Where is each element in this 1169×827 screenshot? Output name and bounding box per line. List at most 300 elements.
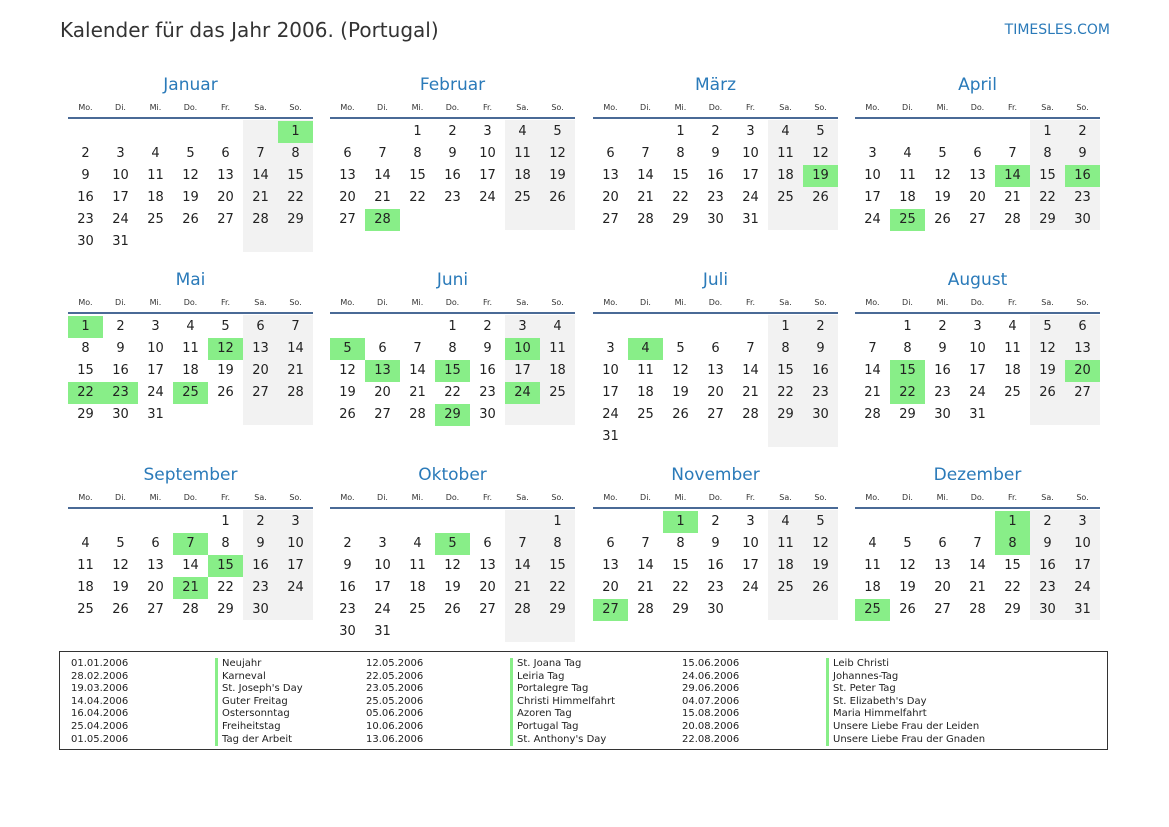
- weekday-label: Di.: [115, 298, 126, 307]
- header-rule: [593, 117, 838, 119]
- day: 12: [112, 558, 129, 573]
- weekday-label: Do.: [183, 298, 198, 307]
- day: 29: [1004, 602, 1021, 617]
- holiday-day: 8: [995, 533, 1030, 555]
- day: 30: [1039, 602, 1056, 617]
- day: 25: [77, 602, 94, 617]
- day: 29: [549, 602, 566, 617]
- day: 12: [672, 363, 689, 378]
- day: 14: [637, 168, 654, 183]
- weekday-label: Sa.: [254, 103, 267, 112]
- holiday-day: 25: [855, 599, 890, 621]
- day: 12: [812, 536, 829, 551]
- day: 14: [742, 363, 759, 378]
- day: 19: [672, 385, 689, 400]
- day: 13: [602, 168, 619, 183]
- day: 12: [1039, 341, 1056, 356]
- day: 3: [483, 124, 492, 139]
- day: 19: [549, 168, 566, 183]
- holiday-name: Guter Freitag: [215, 696, 288, 709]
- month-name: Mai: [175, 270, 206, 290]
- weekday-label: Mo.: [78, 103, 93, 112]
- holiday-name: Portugal Tag: [510, 721, 579, 734]
- holiday-date: 28.02.2006: [71, 670, 129, 682]
- day: 7: [518, 536, 527, 551]
- day: 13: [707, 363, 724, 378]
- day: 25: [147, 212, 164, 227]
- holiday-day: 27: [593, 599, 628, 621]
- day: 17: [864, 190, 881, 205]
- day: 25: [409, 602, 426, 617]
- holiday-name: Maria Himmelfahrt: [826, 708, 927, 721]
- day: 30: [1074, 212, 1091, 227]
- day: 26: [1039, 385, 1056, 400]
- day: 10: [112, 168, 129, 183]
- day: 9: [1078, 146, 1087, 161]
- weekday-label: Fr.: [220, 298, 231, 307]
- holiday-day: 19: [803, 165, 838, 187]
- day: 5: [938, 146, 947, 161]
- day: 23: [339, 602, 356, 617]
- day: 17: [969, 363, 986, 378]
- day: 12: [934, 168, 951, 183]
- day: 10: [969, 341, 986, 356]
- day: 1: [553, 514, 562, 529]
- day: 4: [151, 146, 160, 161]
- day: 1: [903, 319, 912, 334]
- day: 4: [553, 319, 562, 334]
- holiday-list: [59, 651, 1108, 750]
- day: 15: [777, 363, 794, 378]
- holiday-date: 01.05.2006: [71, 733, 129, 745]
- holiday-day: 23: [103, 382, 138, 404]
- day: 21: [252, 190, 269, 205]
- day: 6: [221, 146, 230, 161]
- header-rule: [330, 117, 575, 119]
- day: 29: [1039, 212, 1056, 227]
- holiday-day: 10: [505, 338, 540, 360]
- day: 20: [339, 190, 356, 205]
- day: 9: [483, 341, 492, 356]
- month-name: Januar: [163, 75, 218, 95]
- day: 24: [969, 385, 986, 400]
- holiday-day: 29: [435, 404, 470, 426]
- holiday-day: 22: [68, 382, 103, 404]
- day: 17: [147, 363, 164, 378]
- day: 23: [934, 385, 951, 400]
- weekday-label: Sa.: [779, 493, 792, 502]
- day: 7: [973, 536, 982, 551]
- day: 10: [479, 146, 496, 161]
- holiday-date: 01.01.2006: [71, 658, 129, 669]
- day: 26: [812, 580, 829, 595]
- day: 27: [969, 212, 986, 227]
- weekday-label: Di.: [640, 493, 651, 502]
- weekday-label: Sa.: [254, 493, 267, 502]
- day: 25: [1004, 385, 1021, 400]
- day: 18: [637, 385, 654, 400]
- weekday-label: So.: [551, 103, 564, 112]
- day: 25: [549, 385, 566, 400]
- day: 17: [1074, 558, 1091, 573]
- weekday-label: Sa.: [1041, 493, 1054, 502]
- day: 23: [707, 190, 724, 205]
- day: 18: [182, 363, 199, 378]
- weekday-label: Fr.: [1007, 103, 1018, 112]
- day: 20: [602, 190, 619, 205]
- weekday-label: Fr.: [220, 103, 231, 112]
- header-rule: [68, 507, 313, 509]
- day: 20: [147, 580, 164, 595]
- weekday-label: Fr.: [1007, 493, 1018, 502]
- month-name: Oktober: [418, 465, 487, 485]
- day: 13: [969, 168, 986, 183]
- holiday-date: 15.08.2006: [682, 708, 740, 720]
- day: 28: [864, 407, 881, 422]
- day: 31: [969, 407, 986, 422]
- day: 1: [781, 319, 790, 334]
- weekday-label: Mi.: [149, 493, 162, 502]
- day: 10: [374, 558, 391, 573]
- day: 22: [409, 190, 426, 205]
- day: 3: [606, 341, 615, 356]
- day: 5: [116, 536, 125, 551]
- weekday-label: So.: [1076, 298, 1089, 307]
- weekday-label: Sa.: [779, 298, 792, 307]
- day: 7: [413, 341, 422, 356]
- weekday-label: Mo.: [865, 493, 880, 502]
- day: 17: [514, 363, 531, 378]
- header-rule: [593, 312, 838, 314]
- day: 26: [112, 602, 129, 617]
- day: 11: [1004, 341, 1021, 356]
- day: 4: [903, 146, 912, 161]
- weekday-label: Sa.: [516, 103, 529, 112]
- month-name: September: [143, 465, 238, 485]
- day: 23: [479, 385, 496, 400]
- day: 11: [864, 558, 881, 573]
- day: 30: [479, 407, 496, 422]
- holiday-day: 15: [890, 360, 925, 382]
- day: 3: [746, 124, 755, 139]
- day: 13: [217, 168, 234, 183]
- day: 8: [676, 536, 685, 551]
- holiday-name: Ostersonntag: [215, 708, 290, 721]
- weekday-label: Mo.: [340, 103, 355, 112]
- day: 26: [444, 602, 461, 617]
- holiday-name: St. Joseph's Day: [215, 683, 303, 696]
- weekday-label: Mo.: [78, 298, 93, 307]
- weekday-label: Mo.: [78, 493, 93, 502]
- day: 2: [343, 536, 352, 551]
- weekday-label: Di.: [377, 298, 388, 307]
- day: 3: [518, 319, 527, 334]
- day: 16: [812, 363, 829, 378]
- weekday-label: Sa.: [779, 103, 792, 112]
- holiday-day: 28: [365, 209, 400, 231]
- day: 25: [514, 190, 531, 205]
- day: 24: [479, 190, 496, 205]
- day: 9: [448, 146, 457, 161]
- holiday-date: 20.08.2006: [682, 721, 740, 732]
- day: 17: [742, 168, 759, 183]
- day: 23: [707, 580, 724, 595]
- day: 17: [287, 558, 304, 573]
- day: 22: [672, 580, 689, 595]
- holiday-day: 13: [365, 360, 400, 382]
- day: 19: [1039, 363, 1056, 378]
- day: 6: [973, 146, 982, 161]
- day: 8: [903, 341, 912, 356]
- day: 29: [672, 602, 689, 617]
- holiday-day: 1: [663, 511, 698, 533]
- day: 27: [1074, 385, 1091, 400]
- day: 16: [252, 558, 269, 573]
- holiday-date: 15.06.2006: [682, 658, 740, 669]
- weekday-label: So.: [289, 493, 302, 502]
- day: 18: [864, 580, 881, 595]
- weekday-label: Mi.: [936, 298, 949, 307]
- weekday-label: Di.: [115, 103, 126, 112]
- day: 24: [147, 385, 164, 400]
- holiday-date: 25.05.2006: [366, 695, 424, 707]
- day: 13: [934, 558, 951, 573]
- day: 15: [77, 363, 94, 378]
- holiday-name: Karneval: [215, 671, 266, 684]
- day: 3: [151, 319, 160, 334]
- day: 7: [256, 146, 265, 161]
- day: 19: [182, 190, 199, 205]
- day: 4: [868, 536, 877, 551]
- day: 6: [256, 319, 265, 334]
- day: 24: [864, 212, 881, 227]
- day: 27: [602, 212, 619, 227]
- weekday-label: So.: [289, 298, 302, 307]
- day: 4: [1008, 319, 1017, 334]
- weekday-label: Mo.: [603, 493, 618, 502]
- weekday-label: Do.: [970, 103, 985, 112]
- day: 23: [252, 580, 269, 595]
- day: 26: [934, 212, 951, 227]
- weekday-label: Mi.: [674, 493, 687, 502]
- day: 13: [479, 558, 496, 573]
- site-link[interactable]: TIMESLES.COM: [1004, 22, 1110, 38]
- day: 18: [1004, 363, 1021, 378]
- weekday-label: Do.: [183, 103, 198, 112]
- day: 2: [711, 124, 720, 139]
- weekday-label: Do.: [708, 493, 723, 502]
- day: 17: [742, 558, 759, 573]
- day: 5: [1043, 319, 1052, 334]
- day: 5: [221, 319, 230, 334]
- day: 31: [742, 212, 759, 227]
- month-name: Juni: [436, 270, 469, 290]
- day: 4: [781, 514, 790, 529]
- month-name: Dezember: [933, 465, 1022, 485]
- day: 8: [676, 146, 685, 161]
- day: 10: [1074, 536, 1091, 551]
- day: 21: [514, 580, 531, 595]
- holiday-day: 22: [890, 382, 925, 404]
- weekday-label: Mi.: [411, 493, 424, 502]
- weekday-label: Di.: [640, 103, 651, 112]
- header-rule: [855, 312, 1100, 314]
- day: 14: [252, 168, 269, 183]
- day: 5: [676, 341, 685, 356]
- day: 13: [147, 558, 164, 573]
- day: 16: [479, 363, 496, 378]
- holiday-name: Freiheitstag: [215, 721, 281, 734]
- day: 23: [1074, 190, 1091, 205]
- day: 28: [287, 385, 304, 400]
- day: 12: [549, 146, 566, 161]
- holiday-date: 29.06.2006: [682, 683, 740, 695]
- day: 13: [1074, 341, 1091, 356]
- weekday-label: Mi.: [674, 298, 687, 307]
- day: 19: [217, 363, 234, 378]
- day: 31: [602, 429, 619, 444]
- weekday-label: So.: [551, 298, 564, 307]
- day: 24: [374, 602, 391, 617]
- day: 29: [672, 212, 689, 227]
- holiday-name: Tag der Arbeit: [215, 734, 292, 747]
- day: 7: [641, 536, 650, 551]
- holiday-name: Leib Christi: [826, 658, 889, 671]
- day: 24: [112, 212, 129, 227]
- holiday-name: Portalegre Tag: [510, 683, 588, 696]
- day: 9: [816, 341, 825, 356]
- weekday-label: Sa.: [1041, 103, 1054, 112]
- day: 1: [1043, 124, 1052, 139]
- holiday-day: 5: [435, 533, 470, 555]
- day: 2: [938, 319, 947, 334]
- holiday-day: 14: [995, 165, 1030, 187]
- holiday-name: Johannes-Tag: [826, 671, 898, 684]
- weekday-label: Do.: [445, 493, 460, 502]
- holiday-day: 24: [505, 382, 540, 404]
- day: 22: [444, 385, 461, 400]
- day: 29: [777, 407, 794, 422]
- day: 22: [1039, 190, 1056, 205]
- day: 2: [816, 319, 825, 334]
- holiday-date: 14.04.2006: [71, 695, 129, 707]
- day: 27: [217, 212, 234, 227]
- day: 24: [287, 580, 304, 595]
- day: 24: [742, 190, 759, 205]
- day: 21: [409, 385, 426, 400]
- day: 14: [864, 363, 881, 378]
- day: 20: [934, 580, 951, 595]
- day: 18: [549, 363, 566, 378]
- holiday-day: 4: [628, 338, 663, 360]
- holiday-day: 25: [890, 209, 925, 231]
- day: 2: [116, 319, 125, 334]
- day: 30: [112, 407, 129, 422]
- weekday-label: Mi.: [936, 103, 949, 112]
- day: 25: [637, 407, 654, 422]
- weekday-label: Mi.: [936, 493, 949, 502]
- day: 8: [553, 536, 562, 551]
- weekday-label: Fr.: [745, 493, 756, 502]
- weekday-label: Mi.: [411, 298, 424, 307]
- page-title: Kalender für das Jahr 2006. (Portugal): [60, 18, 439, 42]
- day: 31: [1074, 602, 1091, 617]
- day: 24: [602, 407, 619, 422]
- day: 31: [112, 234, 129, 249]
- weekday-label: So.: [814, 298, 827, 307]
- weekday-label: So.: [289, 103, 302, 112]
- day: 2: [81, 146, 90, 161]
- day: 22: [549, 580, 566, 595]
- day: 31: [374, 624, 391, 639]
- day: 11: [777, 536, 794, 551]
- day: 3: [378, 536, 387, 551]
- holiday-day: 1: [68, 316, 103, 338]
- day: 21: [287, 363, 304, 378]
- day: 9: [1043, 536, 1052, 551]
- day: 7: [291, 319, 300, 334]
- weekday-label: Di.: [902, 493, 913, 502]
- weekday-label: Do.: [183, 493, 198, 502]
- day: 16: [707, 558, 724, 573]
- weekday-label: Fr.: [745, 298, 756, 307]
- day: 26: [182, 212, 199, 227]
- day: 23: [77, 212, 94, 227]
- day: 22: [1004, 580, 1021, 595]
- day: 16: [77, 190, 94, 205]
- day: 18: [777, 168, 794, 183]
- holiday-name: Leiria Tag: [510, 671, 564, 684]
- day: 18: [777, 558, 794, 573]
- day: 13: [252, 341, 269, 356]
- day: 5: [903, 536, 912, 551]
- weekday-label: Mi.: [149, 103, 162, 112]
- day: 10: [287, 536, 304, 551]
- day: 4: [413, 536, 422, 551]
- day: 24: [1074, 580, 1091, 595]
- day: 28: [514, 602, 531, 617]
- day: 7: [868, 341, 877, 356]
- day: 26: [339, 407, 356, 422]
- day: 22: [777, 385, 794, 400]
- day: 30: [707, 602, 724, 617]
- day: 4: [81, 536, 90, 551]
- weekday-label: Do.: [970, 493, 985, 502]
- day: 17: [112, 190, 129, 205]
- day: 2: [256, 514, 265, 529]
- day: 20: [707, 385, 724, 400]
- weekday-label: Mo.: [865, 103, 880, 112]
- holiday-name: St. Joana Tag: [510, 658, 581, 671]
- weekday-label: Mo.: [603, 103, 618, 112]
- day: 29: [217, 602, 234, 617]
- day: 27: [252, 385, 269, 400]
- day: 9: [711, 146, 720, 161]
- day: 11: [514, 146, 531, 161]
- day: 16: [934, 363, 951, 378]
- holiday-day: 5: [330, 338, 365, 360]
- weekday-label: Mo.: [865, 298, 880, 307]
- holiday-date: 05.06.2006: [366, 708, 424, 720]
- day: 16: [112, 363, 129, 378]
- weekday-label: Di.: [377, 103, 388, 112]
- day: 10: [147, 341, 164, 356]
- day: 22: [672, 190, 689, 205]
- day: 7: [746, 341, 755, 356]
- day: 3: [291, 514, 300, 529]
- holiday-name: St. Anthony's Day: [510, 734, 606, 747]
- day: 26: [899, 602, 916, 617]
